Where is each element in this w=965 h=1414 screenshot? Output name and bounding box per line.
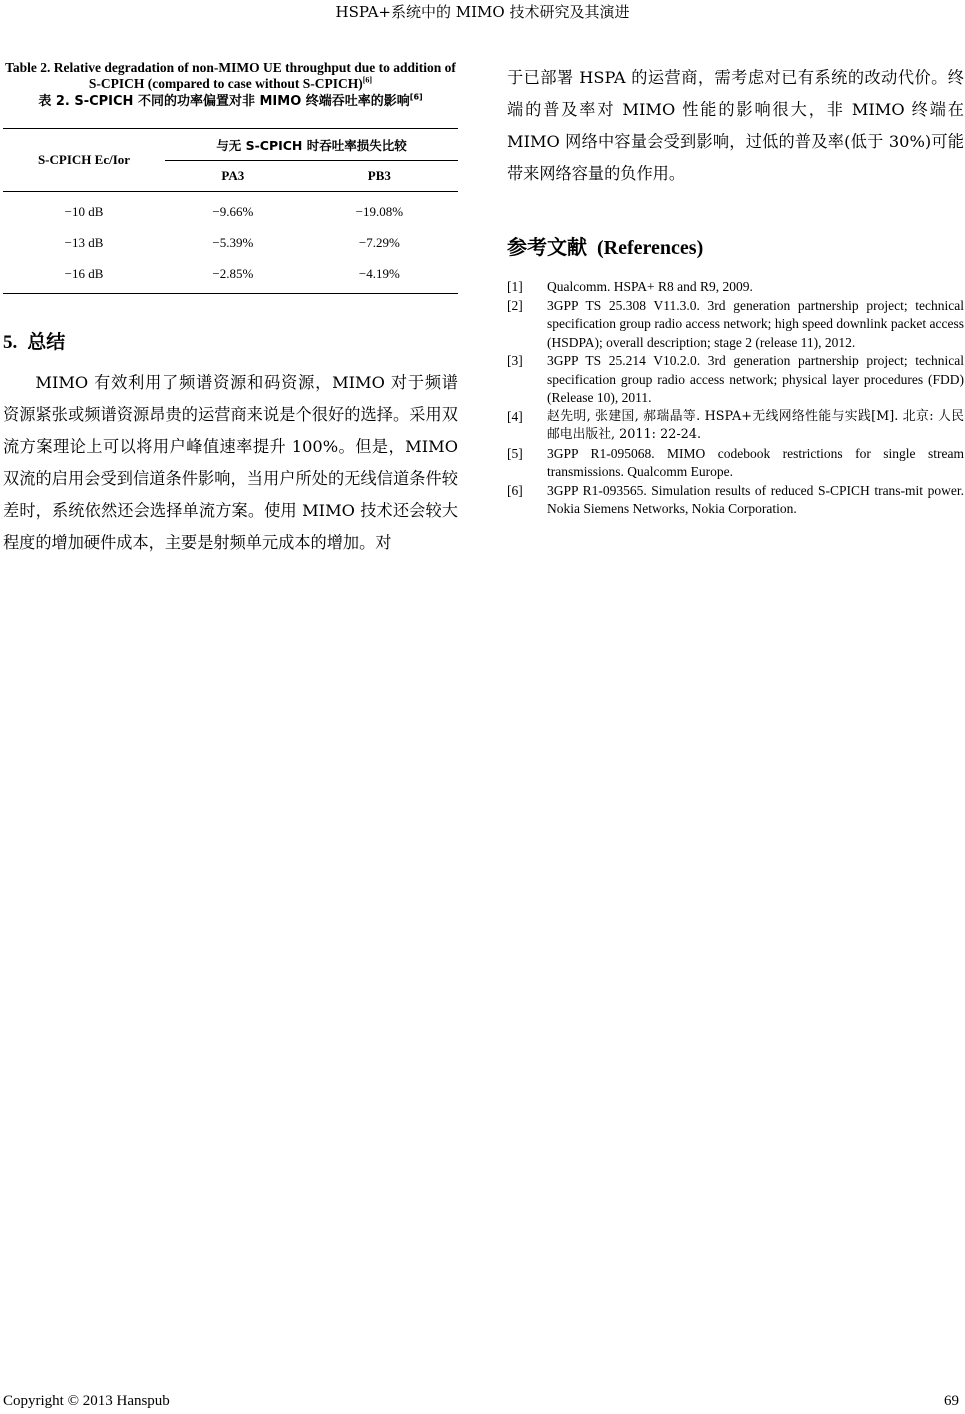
- section-paragraph: MIMO 有效利用了频谱资源和码资源，MIMO 对于频谱资源紧张或频谱资源昂贵的运营商来说是个很好的选择。采用双流方案理论上可以将用户峰值速率提升 100%。但是，MIMO 双流的启用会受到信道条件影响，当用户所处的无线信道条件较差时，系统依然还会选择单流方案。使用 MIMO 技术还会较大程度的增加硬件成本，主要是射频单元成本的增加。对: [3, 373, 458, 552]
- table-caption-en-citation[interactable]: [6]: [362, 75, 373, 85]
- table-row-label: −10 dB: [64, 203, 104, 219]
- table-cell: −2.85%: [165, 258, 301, 294]
- reference-item: [507, 352, 964, 408]
- table-row-label: −13 dB: [64, 234, 104, 250]
- reference-list: [507, 278, 964, 519]
- reference-item: [507, 408, 964, 445]
- table-column-header-pa3: PA3: [165, 161, 301, 192]
- references-heading: [507, 234, 964, 261]
- table-column-header-pb3: PB3: [301, 161, 458, 192]
- section-paragraph-continued: 于已部署 HSPA 的运营商，需考虑对已有系统的改动代价。终端的普及率对 MIMO 性能的影响很大，非 MIMO 终端在 MIMO 网络中容量会受到影响，过低的普及率(低于 30%)可能带来网络容量的负作用。: [507, 68, 964, 183]
- section-title: 总结: [27, 331, 66, 353]
- table-row: [3, 258, 458, 294]
- table-row-header: S-CPICH Ec/Ior: [3, 129, 165, 192]
- right-column: [507, 60, 964, 519]
- table-row: [3, 192, 458, 228]
- reference-number: [2]: [507, 297, 523, 313]
- reference-number: [1]: [507, 279, 523, 294]
- reference-item: [507, 445, 964, 482]
- reference-item: [507, 278, 964, 297]
- reference-text: 3GPP TS 25.308 V11.3.0. 3rd generation partnership project; technical specification group radio access network; high speed downlink packet access (HSDPA); overall description; stage 2 (release 11), 2012.: [547, 297, 964, 350]
- footer-copyright: Copyright © 2013 Hanspub: [3, 1393, 170, 1409]
- table-row-label: −16 dB: [3, 258, 165, 294]
- reference-item: [507, 297, 964, 353]
- references-title-zh: 参考文献: [507, 235, 587, 259]
- table-caption-zh-text: 表 2. S-CPICH 不同的功率偏置对非 MIMO 终端吞吐率的影响: [38, 94, 410, 109]
- table-caption-zh: [3, 93, 458, 111]
- table-cell: −5.39%: [212, 234, 254, 250]
- section-heading: [3, 330, 458, 355]
- reference-number: [5]: [507, 445, 523, 461]
- left-column: [3, 60, 458, 559]
- reference-number: [4]: [507, 408, 523, 424]
- reference-number: [6]: [507, 482, 523, 498]
- table-caption-zh-citation[interactable]: [6]: [409, 92, 423, 102]
- reference-text: 赵先明, 张建国, 郝瑞晶等. HSPA+无线网络性能与实践[M]. 北京: 人民邮电出版社, 2011: 22-24.: [547, 408, 964, 442]
- table-cell: −9.66%: [212, 203, 254, 219]
- table-row: [3, 227, 458, 258]
- reference-text: 3GPP R1-093565. Simulation results of reduced S-CPICH trans-mit power. Nokia Siemens Networks, Nokia Corporation.: [547, 482, 964, 516]
- table-group-header: 与无 S-CPICH 时吞吐率损失比较: [165, 129, 458, 161]
- table-caption-en: [3, 60, 458, 92]
- reference-item: [507, 482, 964, 519]
- reference-text: 3GPP TS 25.214 V10.2.0. 3rd generation partnership project; technical specification group radio access network; physical layer procedures (FDD) (Release 10), 2011.: [547, 353, 964, 405]
- table-cell: −7.29%: [358, 234, 400, 250]
- references-title-en: (References): [597, 237, 704, 259]
- reference-number: [3]: [507, 353, 523, 368]
- running-header: HSPA+系统中的 MIMO 技术研究及其演进: [335, 3, 630, 21]
- table-2: [3, 128, 458, 294]
- table-cell: −4.19%: [301, 258, 458, 294]
- reference-text: 3GPP R1-095068. MIMO codebook restrictions for single stream transmissions. Qualcomm Europe.: [547, 445, 964, 479]
- footer-page-number: 69: [944, 1393, 959, 1409]
- reference-text: Qualcomm. HSPA+ R8 and R9, 2009.: [547, 279, 753, 294]
- section-number: 5.: [3, 332, 18, 353]
- table-caption-en-text: Table 2. Relative degradation of non-MIMO UE throughput due to addition of S-CPICH (compared to case without S-CPICH): [5, 60, 456, 91]
- table-cell: −19.08%: [355, 203, 404, 219]
